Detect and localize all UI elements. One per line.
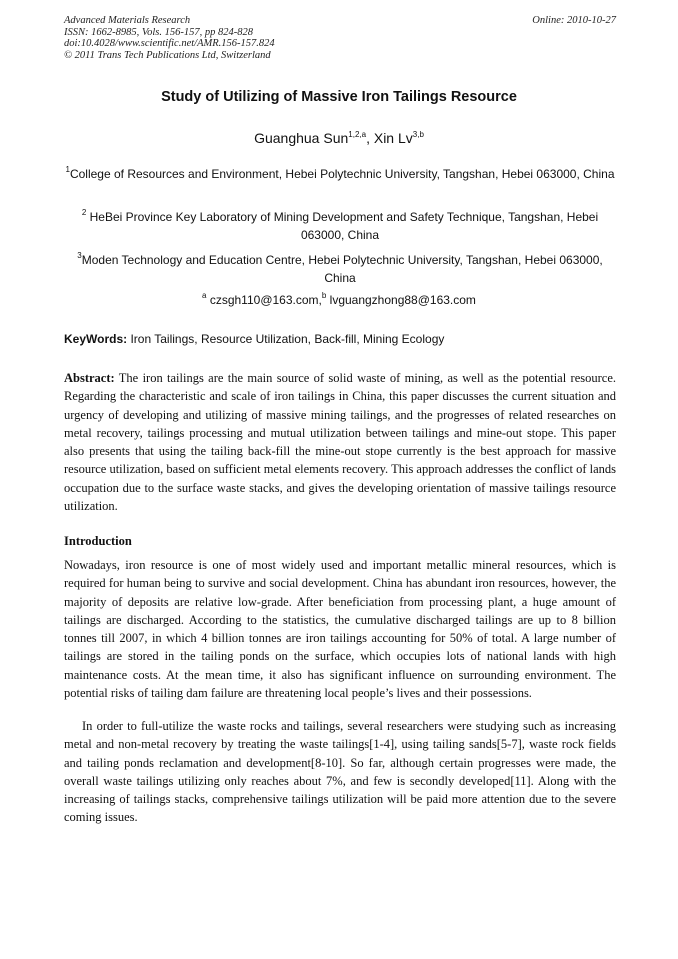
introduction-paragraph: In order to full-utilize the waste rocks and tailings, several researchers were studying such as increasing metal and non-metal recovery by treating the waste tailings[1-4], using tailing sands[5-7], waste rock fields and tailing ponds reclamation and development[8-10]. So far, although certain progresses were made, the overall waste tailings utilizing only reaches about 7%, and few is secondly developed[11]. Along with the increasing of tailings stacks, comprehensive tailings utilization will be paid more attention due to the severe coming issues.	[64, 719, 616, 825]
doi-line: doi:10.4028/www.scientific.net/AMR.156-157.824	[64, 38, 275, 49]
affiliation-superscript: 2	[81, 208, 87, 217]
affiliation-superscript: 3	[77, 251, 82, 260]
abstract-text: The iron tailings are the main source of solid waste of mining, as well as the potential resource. Regarding the characteristic and scale of iron tailings in China, this paper discusses the current situation and urgency of developing and utilizing of massive mining tailings, and the progresses of related researches on metal recovery, tailings processing and mutual utilization between tailings and mine-out stope. This paper also presents that using the tailing back-fill the mine-out stope currently is the best approach for massive resource utilization, based on sufficient metal elements recovery. This approach addresses the conflict of lands occupation due to the surface waste stacks, and gives the developing orientation of massive tailings resource utilization.	[64, 371, 617, 514]
journal-header	[64, 15, 616, 61]
author-superscript: 1,2,a	[348, 130, 367, 139]
keywords-label: KeyWords:	[64, 332, 128, 346]
issn-line: ISSN: 1662-8985, Vols. 156-157, pp 824-828	[64, 26, 253, 38]
introduction-paragraph: Nowadays, iron resource is one of most widely used and important metallic mineral resources, which is required for human being to survive and social development. China has abundant iron resources, however, the majority of deposits are relative low-grade. After beneficiation from processing plant, a huge amount of tailings are discharged. According to the statistics, the cumulative discharged tailings are up to 8 billion tonnes till 2007, in which 4 billion tonnes are iron tailings accounting for 50% of total. A large number of tailings are stored in the tailing ponds on the surface, which occupies lots of national lands with high maintenance costs. At the mean time, it also has significant influence on surrounding environment. The potential risks of tailing dam failure are threatening local people’s lives and their possessions.	[64, 558, 616, 701]
email-superscript: a	[202, 291, 207, 300]
email-line	[0, 293, 678, 307]
affiliation-text: College of Resources and Environment, Hebei Polytechnic University, Tangshan, Hebei 063000, China	[69, 167, 615, 181]
author-name: Guanghua Sun	[254, 130, 349, 146]
author-superscript: 3,b	[412, 130, 424, 139]
author-separator: ,	[366, 130, 374, 146]
journal-name: Advanced Materials Research	[64, 15, 191, 26]
abstract-label: Abstract:	[64, 371, 115, 385]
affiliation-superscript: 1	[65, 165, 70, 174]
affiliation	[64, 165, 616, 183]
copyright-line: © 2011 Trans Tech Publications Ltd, Switzerland	[64, 49, 271, 61]
keywords-text: Iron Tailings, Resource Utilization, Back-fill, Mining Ecology	[127, 332, 445, 346]
email-superscript: b	[321, 291, 327, 300]
email-address[interactable]: lvguangzhong88@163.com	[326, 293, 476, 307]
abstract-section	[64, 369, 616, 515]
author-line	[0, 130, 678, 146]
affiliation-text: Moden Technology and Education Centre, Hebei Polytechnic University, Tangshan, Hebei 063000, China	[81, 253, 603, 285]
affiliation	[64, 251, 616, 287]
introduction-heading: Introduction	[64, 534, 132, 548]
paper-title: Study of Utilizing of Massive Iron Tailings Resource	[161, 89, 517, 105]
author-name: Xin Lv	[373, 130, 413, 146]
email-address[interactable]: czsgh110@163.com,	[206, 293, 322, 307]
online-date: Online: 2010-10-27	[532, 15, 616, 26]
affiliation-text: HeBei Province Key Laboratory of Mining Development and Safety Technique, Tangshan, Hebei 063000, China	[86, 210, 599, 242]
keywords-section	[64, 332, 616, 346]
affiliation	[64, 208, 616, 244]
